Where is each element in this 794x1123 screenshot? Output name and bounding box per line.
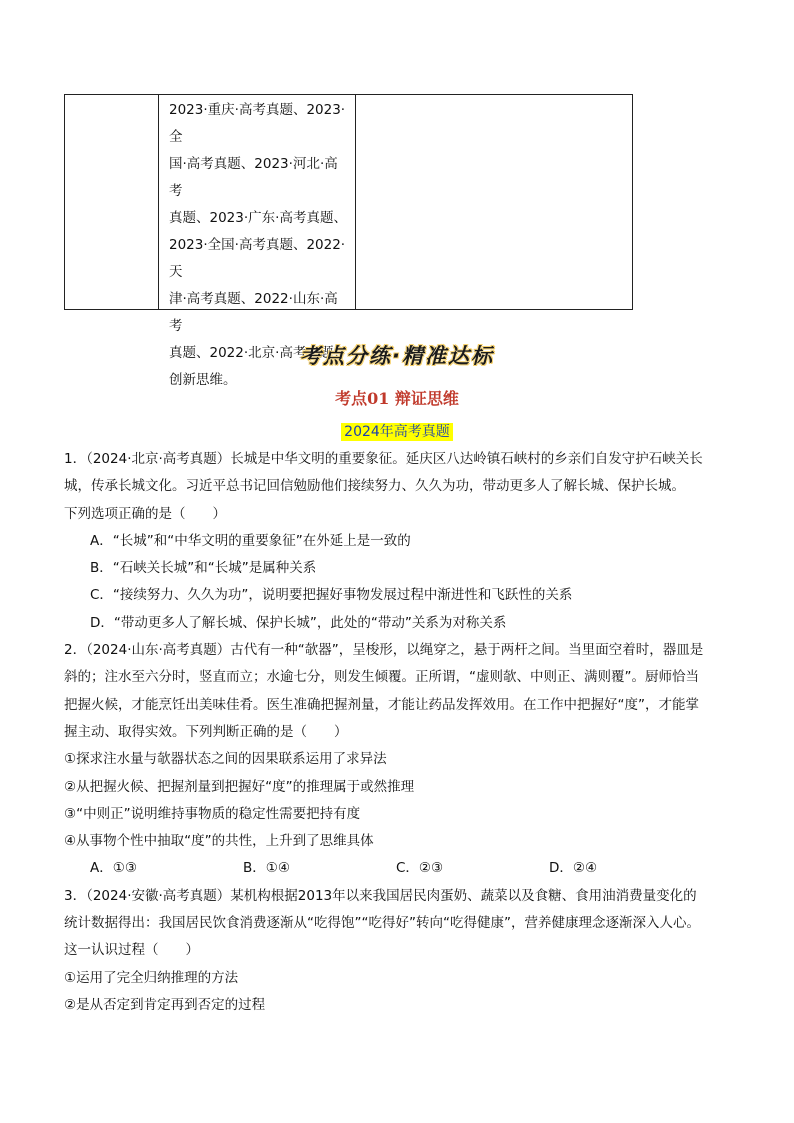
question-text: 3．（2024·安徽·高考真题）某机构根据2013年以来我国居民肉蛋奶、蔬菜以及食糖、食用油消费量变化的 xyxy=(64,887,697,904)
statement-4: ④从事物个性中抽取“度”的共性，上升到了思维具体 xyxy=(64,833,374,850)
cell-line: 真题、2022·北京·高考真题： xyxy=(169,345,347,361)
banner-text: 考点分练·精准达标 xyxy=(300,344,494,368)
section-title: 考点01 辩证思维 xyxy=(335,389,459,408)
question-text: 下列选项正确的是（ ） xyxy=(64,505,226,522)
question-text: 把握火候，才能烹饪出美味佳肴。医生准确把握剂量，才能让药品发挥效用。在工作中把握好“度”，才能掌 xyxy=(64,696,699,713)
choice-a: A．①③ xyxy=(90,860,137,877)
option-c: C．“接续努力、久久为功”，说明要把握好事物发展过程中渐进性和飞跃性的关系 xyxy=(90,587,573,604)
question-text: 斜的；注水至六分时，竖直而立；水逾七分，则发生倾覆。正所谓，“虚则欹、中则正、满则覆”。厨师恰当 xyxy=(64,669,699,686)
section-banner xyxy=(0,338,794,372)
choice-row xyxy=(64,855,734,882)
cell-line: 津·高考真题、2022·山东·高考 xyxy=(169,291,338,334)
cell-line: 2023·重庆·高考真题、2023·全 xyxy=(169,102,346,145)
year-tag-text: 2024年高考真题 xyxy=(341,423,453,441)
cell-line: 真题、2023·广东·高考真题、 xyxy=(169,210,347,226)
cell-line: 国·高考真题、2023·河北·高考 xyxy=(169,156,338,199)
table-divider xyxy=(355,95,356,309)
question-text: 2．（2024·山东·高考真题）古代有一种“欹器”，呈梭形，以绳穿之，悬于两杆之间。当里面空着时，器皿是 xyxy=(64,642,704,659)
statement-1: ①探求注水量与欹器状态之间的因果联系运用了求异法 xyxy=(64,751,387,768)
cell-line: 2023·全国·高考真题、2022·天 xyxy=(169,237,346,280)
choice-c: C．②③ xyxy=(396,860,444,877)
question-text: 统计数据得出：我国居民饮食消费逐渐从“吃得饱”“吃得好”转向“吃得健康”，营养健康理念逐渐深入人心。 xyxy=(64,915,700,932)
cell-line: 创新思维。 xyxy=(169,372,237,388)
option-a: A．“长城”和“中华文明的重要象征”在外延上是一致的 xyxy=(90,532,411,549)
question-1 xyxy=(64,446,734,637)
year-tag xyxy=(0,421,794,441)
choice-b: B．①④ xyxy=(243,860,290,877)
questions xyxy=(64,446,734,1019)
question-text: 这一认识过程（ ） xyxy=(64,942,199,959)
statement-3: ③“中则正”说明维持事物质的稳定性需要把持有度 xyxy=(64,805,361,822)
question-text: 城，传承长城文化。习近平总书记回信勉励他们接续努力、久久为功，带动更多人了解长城、保护长城。 xyxy=(64,478,685,495)
table-divider xyxy=(158,95,159,309)
option-b: B．“石峡关长城”和“长城”是属种关系 xyxy=(90,560,317,577)
question-text: 1．（2024·北京·高考真题）长城是中华文明的重要象征。延庆区八达岭镇石峡村的乡亲们自发守护石峡关长 xyxy=(64,451,703,467)
question-2 xyxy=(64,637,734,883)
option-d: D．“带动更多人了解长城、保护长城”，此处的“带动”关系为对称关系 xyxy=(90,614,507,631)
question-3 xyxy=(64,883,734,1019)
statement-2: ②从把握火候、把握剂量到把握好“度”的推理属于或然推理 xyxy=(64,778,415,795)
choice-d: D．②④ xyxy=(549,860,598,877)
statement-2: ②是从否定到肯定再到否定的过程 xyxy=(64,996,266,1013)
question-text: 握主动、取得实效。下列判断正确的是（ ） xyxy=(64,723,348,740)
statement-1: ①运用了完全归纳推理的方法 xyxy=(64,969,239,986)
